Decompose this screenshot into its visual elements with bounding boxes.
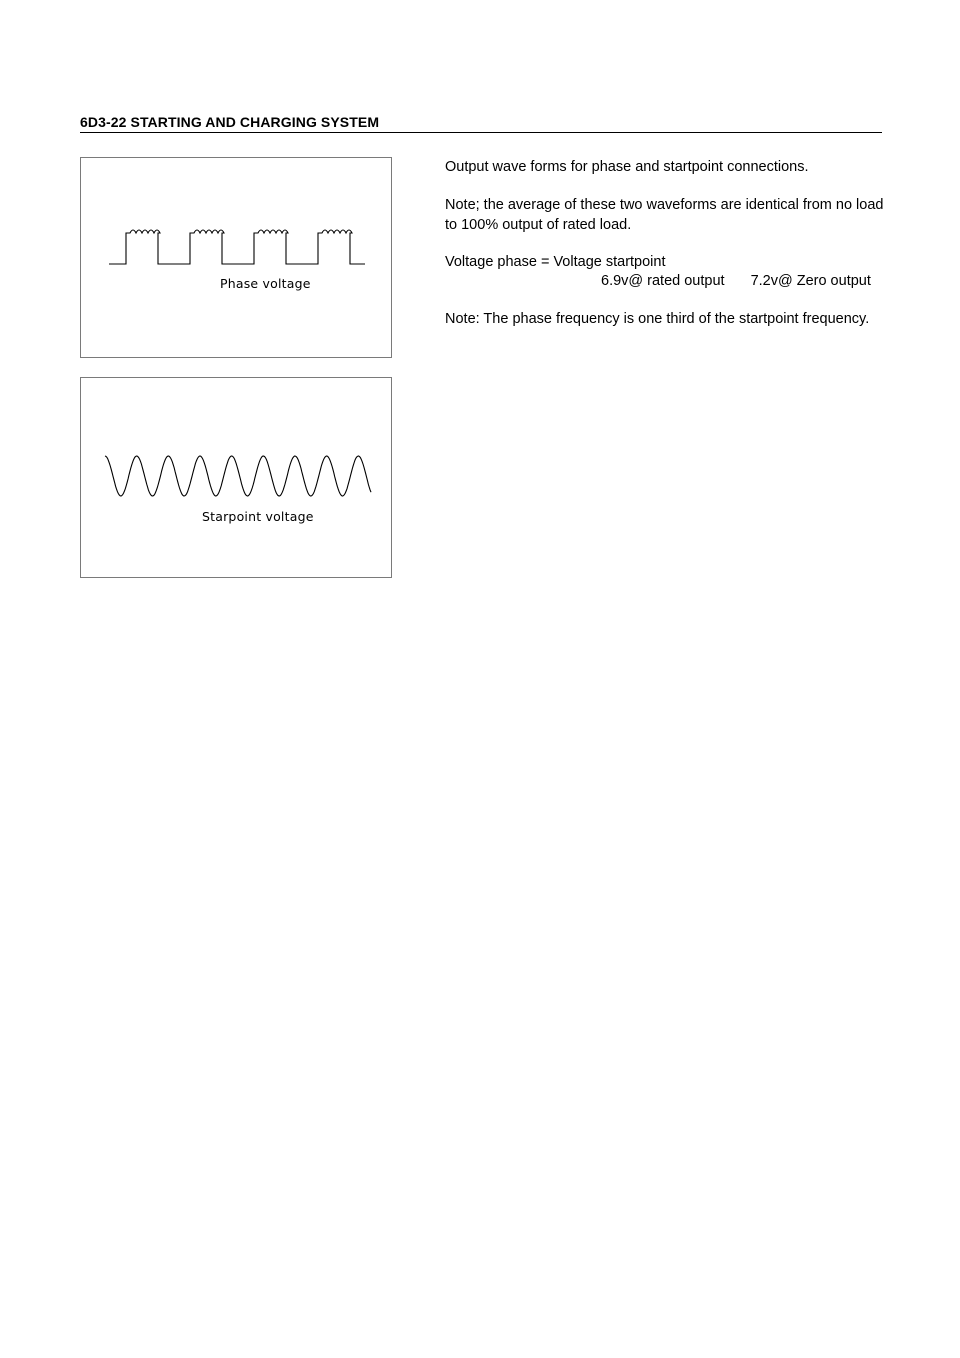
header-rule (80, 132, 882, 133)
phase-voltage-figure (80, 157, 392, 358)
average-note: Note; the average of these two waveforms are identical from no load to 100% output of rated load. (445, 197, 884, 233)
voltage-values (601, 271, 871, 291)
starpoint-voltage-waveform (81, 378, 391, 577)
rated-output-value: 6.9v@ rated output (601, 273, 725, 289)
frequency-note: Note: The phase frequency is one third of the startpoint frequency. (445, 311, 870, 327)
voltage-equation: Voltage phase = Voltage startpoint (445, 254, 666, 270)
page-header: 6D3-22 STARTING AND CHARGING SYSTEM (80, 114, 380, 130)
starpoint-voltage-label: Starpoint voltage (202, 509, 314, 524)
phase-voltage-label: Phase voltage (220, 276, 311, 291)
zero-output-value: 7.2v@ Zero output (750, 273, 871, 289)
intro-paragraph: Output wave forms for phase and startpoint connections. (445, 159, 809, 175)
phase-voltage-waveform (81, 158, 391, 357)
starpoint-voltage-figure (80, 377, 392, 578)
